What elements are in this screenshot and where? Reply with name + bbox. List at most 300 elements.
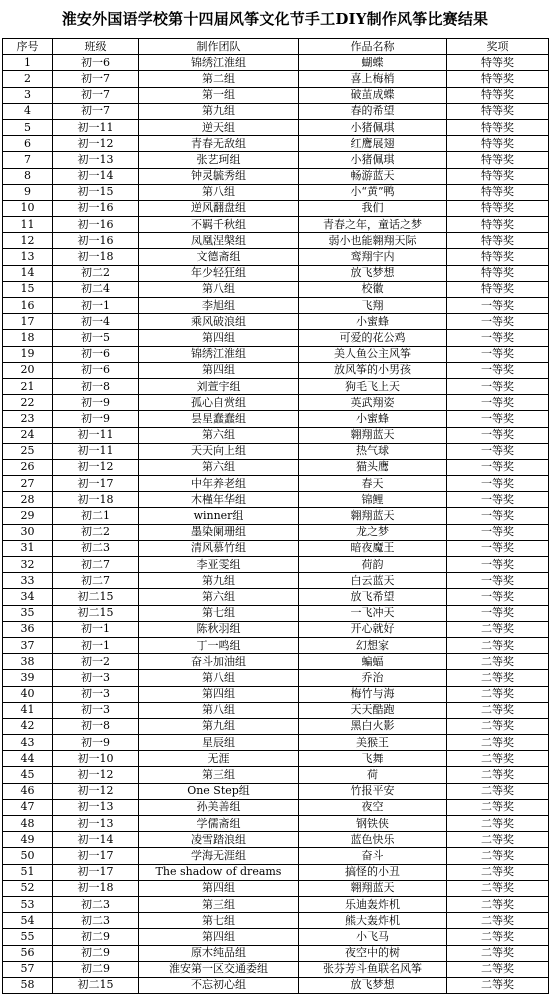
cell-index: 10 [3, 200, 53, 216]
cell-work: 张芬芳斗鱼联名风筝 [299, 961, 447, 977]
cell-award: 特等奖 [447, 184, 549, 200]
cell-class: 初一3 [53, 702, 139, 718]
cell-index: 56 [3, 945, 53, 961]
cell-award: 一等奖 [447, 427, 549, 443]
cell-work: 荷 [299, 767, 447, 783]
table-row [3, 557, 549, 573]
cell-index: 34 [3, 589, 53, 605]
cell-award: 二等奖 [447, 670, 549, 686]
cell-class: 初一1 [53, 637, 139, 653]
cell-class: 初二15 [53, 605, 139, 621]
table-row [3, 751, 549, 767]
cell-class: 初一16 [53, 217, 139, 233]
cell-class: 初一3 [53, 670, 139, 686]
cell-class: 初二7 [53, 557, 139, 573]
table-row [3, 298, 549, 314]
cell-team: 不忘初心组 [139, 977, 299, 993]
cell-class: 初一9 [53, 395, 139, 411]
cell-index: 11 [3, 217, 53, 233]
cell-award: 一等奖 [447, 395, 549, 411]
cell-index: 48 [3, 816, 53, 832]
cell-award: 一等奖 [447, 557, 549, 573]
cell-team: 第六组 [139, 459, 299, 475]
cell-team: 孤心自赏组 [139, 395, 299, 411]
cell-team: winner组 [139, 508, 299, 524]
cell-award: 特等奖 [447, 217, 549, 233]
cell-team: 凌雪踏浪组 [139, 832, 299, 848]
cell-index: 2 [3, 71, 53, 87]
header-work: 作品名称 [299, 39, 447, 55]
cell-work: 熊大轰炸机 [299, 913, 447, 929]
cell-work: 蝙蝠 [299, 654, 447, 670]
cell-team: 第八组 [139, 670, 299, 686]
cell-index: 54 [3, 913, 53, 929]
cell-index: 38 [3, 654, 53, 670]
cell-index: 13 [3, 249, 53, 265]
table-row [3, 443, 549, 459]
cell-team: 逆天组 [139, 119, 299, 135]
cell-index: 25 [3, 443, 53, 459]
table-row [3, 929, 549, 945]
cell-index: 50 [3, 848, 53, 864]
cell-team: 青春无敌组 [139, 136, 299, 152]
cell-work: 翱翔蓝天 [299, 508, 447, 524]
cell-team: 第九组 [139, 103, 299, 119]
cell-class: 初一7 [53, 71, 139, 87]
cell-team: 无涯 [139, 751, 299, 767]
cell-team: 锦绣江淮组 [139, 346, 299, 362]
cell-work: 红鹰展翅 [299, 136, 447, 152]
cell-work: 开心就好 [299, 621, 447, 637]
cell-award: 二等奖 [447, 913, 549, 929]
cell-work: 荷韵 [299, 557, 447, 573]
cell-team: 奋斗加油组 [139, 654, 299, 670]
cell-award: 二等奖 [447, 977, 549, 993]
header-team: 制作团队 [139, 39, 299, 55]
cell-work: 青春之年，童话之梦 [299, 217, 447, 233]
cell-award: 一等奖 [447, 508, 549, 524]
cell-work: 放飞梦想 [299, 265, 447, 281]
cell-award: 二等奖 [447, 621, 549, 637]
header-award: 奖项 [447, 39, 549, 55]
table-row [3, 281, 549, 297]
cell-team: 天天向上组 [139, 443, 299, 459]
table-row [3, 702, 549, 718]
cell-work: 小猪佩琪 [299, 119, 447, 135]
table-header-row [3, 39, 549, 55]
cell-class: 初二3 [53, 540, 139, 556]
table-row [3, 200, 549, 216]
cell-work: 猫头鹰 [299, 459, 447, 475]
cell-award: 一等奖 [447, 573, 549, 589]
cell-class: 初二9 [53, 945, 139, 961]
cell-index: 37 [3, 637, 53, 653]
cell-class: 初一13 [53, 152, 139, 168]
cell-team: The shadow of dreams [139, 864, 299, 880]
cell-award: 二等奖 [447, 637, 549, 653]
cell-team: 陈秋羽组 [139, 621, 299, 637]
cell-class: 初一6 [53, 55, 139, 71]
cell-team: 乘风破浪组 [139, 314, 299, 330]
cell-team: 第七组 [139, 913, 299, 929]
cell-work: 夜空中的树 [299, 945, 447, 961]
cell-class: 初一4 [53, 314, 139, 330]
cell-team: 学儒斋组 [139, 816, 299, 832]
cell-class: 初一11 [53, 427, 139, 443]
table-row [3, 346, 549, 362]
cell-class: 初一1 [53, 621, 139, 637]
cell-class: 初一14 [53, 832, 139, 848]
table-row [3, 670, 549, 686]
cell-class: 初一11 [53, 443, 139, 459]
cell-award: 二等奖 [447, 799, 549, 815]
cell-team: 昙星蠢蠢组 [139, 411, 299, 427]
cell-index: 58 [3, 977, 53, 993]
table-row [3, 848, 549, 864]
cell-award: 一等奖 [447, 378, 549, 394]
table-row [3, 799, 549, 815]
cell-index: 15 [3, 281, 53, 297]
cell-class: 初二9 [53, 961, 139, 977]
cell-work: 天天酷跑 [299, 702, 447, 718]
cell-team: 墨染阑珊组 [139, 524, 299, 540]
cell-team: 第八组 [139, 702, 299, 718]
cell-class: 初一9 [53, 411, 139, 427]
cell-index: 44 [3, 751, 53, 767]
cell-award: 一等奖 [447, 492, 549, 508]
cell-award: 一等奖 [447, 589, 549, 605]
cell-index: 20 [3, 362, 53, 378]
cell-index: 53 [3, 896, 53, 912]
cell-work: 美猴王 [299, 735, 447, 751]
cell-award: 二等奖 [447, 816, 549, 832]
cell-index: 30 [3, 524, 53, 540]
cell-index: 32 [3, 557, 53, 573]
cell-award: 一等奖 [447, 476, 549, 492]
cell-team: 第三组 [139, 767, 299, 783]
cell-index: 39 [3, 670, 53, 686]
cell-work: 蓝色快乐 [299, 832, 447, 848]
cell-index: 51 [3, 864, 53, 880]
cell-work: 飞舞 [299, 751, 447, 767]
cell-team: 第三组 [139, 896, 299, 912]
cell-class: 初一9 [53, 735, 139, 751]
cell-index: 14 [3, 265, 53, 281]
table-row [3, 427, 549, 443]
table-row [3, 961, 549, 977]
table-row [3, 508, 549, 524]
cell-award: 特等奖 [447, 119, 549, 135]
cell-team: 李亚雯组 [139, 557, 299, 573]
cell-index: 9 [3, 184, 53, 200]
cell-work: 可爱的花公鸡 [299, 330, 447, 346]
cell-award: 二等奖 [447, 961, 549, 977]
cell-award: 一等奖 [447, 459, 549, 475]
table-row [3, 573, 549, 589]
table-row [3, 977, 549, 993]
cell-class: 初一5 [53, 330, 139, 346]
table-row [3, 718, 549, 734]
cell-class: 初一6 [53, 346, 139, 362]
cell-work: 放飞希望 [299, 589, 447, 605]
cell-class: 初一7 [53, 103, 139, 119]
cell-work: 鸾翔宇内 [299, 249, 447, 265]
table-row [3, 168, 549, 184]
cell-award: 二等奖 [447, 686, 549, 702]
cell-class: 初一6 [53, 362, 139, 378]
cell-class: 初一17 [53, 476, 139, 492]
cell-work: 小蜜蜂 [299, 411, 447, 427]
cell-team: 第四组 [139, 880, 299, 896]
cell-award: 二等奖 [447, 832, 549, 848]
cell-class: 初二3 [53, 913, 139, 929]
cell-index: 55 [3, 929, 53, 945]
cell-award: 二等奖 [447, 751, 549, 767]
cell-work: 小“黄”鸭 [299, 184, 447, 200]
table-row [3, 217, 549, 233]
cell-award: 二等奖 [447, 718, 549, 734]
cell-team: 第四组 [139, 330, 299, 346]
cell-work: 热气球 [299, 443, 447, 459]
table-row [3, 136, 549, 152]
cell-team: 文德斋组 [139, 249, 299, 265]
cell-award: 特等奖 [447, 233, 549, 249]
cell-work: 钢铁侠 [299, 816, 447, 832]
cell-index: 5 [3, 119, 53, 135]
cell-team: 第一组 [139, 87, 299, 103]
cell-team: 锦绣江淮组 [139, 55, 299, 71]
page-title: 淮安外国语学校第十四届风筝文化节手工DIY制作风筝比赛结果 [61, 10, 489, 28]
cell-work: 春天 [299, 476, 447, 492]
cell-class: 初一12 [53, 783, 139, 799]
cell-team: 淮安第一区交通委组 [139, 961, 299, 977]
cell-class: 初一16 [53, 200, 139, 216]
cell-index: 29 [3, 508, 53, 524]
table-row [3, 816, 549, 832]
cell-work: 春的希望 [299, 103, 447, 119]
cell-award: 二等奖 [447, 896, 549, 912]
table-row [3, 621, 549, 637]
cell-work: 放风筝的小男孩 [299, 362, 447, 378]
cell-work: 放飞梦想 [299, 977, 447, 993]
table-row [3, 896, 549, 912]
table-row [3, 832, 549, 848]
cell-team: 钟灵毓秀组 [139, 168, 299, 184]
cell-work: 弱小也能翱翔天际 [299, 233, 447, 249]
cell-class: 初一14 [53, 168, 139, 184]
cell-class: 初一12 [53, 136, 139, 152]
table-row [3, 735, 549, 751]
cell-team: 第二组 [139, 71, 299, 87]
table-row [3, 71, 549, 87]
cell-award: 一等奖 [447, 524, 549, 540]
cell-award: 特等奖 [447, 200, 549, 216]
cell-award: 二等奖 [447, 929, 549, 945]
cell-award: 一等奖 [447, 330, 549, 346]
cell-index: 16 [3, 298, 53, 314]
cell-team: 李旭组 [139, 298, 299, 314]
table-row [3, 265, 549, 281]
table-row [3, 654, 549, 670]
table-row [3, 783, 549, 799]
cell-class: 初一16 [53, 233, 139, 249]
cell-team: 刘萱宇组 [139, 378, 299, 394]
cell-index: 27 [3, 476, 53, 492]
cell-index: 24 [3, 427, 53, 443]
cell-team: 丁一鸣组 [139, 637, 299, 653]
table-row [3, 686, 549, 702]
cell-class: 初二15 [53, 589, 139, 605]
table-row [3, 476, 549, 492]
cell-class: 初一13 [53, 816, 139, 832]
cell-award: 一等奖 [447, 346, 549, 362]
cell-index: 41 [3, 702, 53, 718]
cell-work: 白云蓝天 [299, 573, 447, 589]
header-class: 班级 [53, 39, 139, 55]
cell-award: 一等奖 [447, 362, 549, 378]
cell-class: 初一8 [53, 718, 139, 734]
cell-work: 乐迪轰炸机 [299, 896, 447, 912]
cell-class: 初二2 [53, 524, 139, 540]
cell-work: 搞怪的小丑 [299, 864, 447, 880]
cell-work: 翱翔蓝天 [299, 880, 447, 896]
cell-award: 特等奖 [447, 152, 549, 168]
cell-class: 初一15 [53, 184, 139, 200]
cell-team: 第四组 [139, 362, 299, 378]
cell-index: 6 [3, 136, 53, 152]
cell-class: 初一8 [53, 378, 139, 394]
cell-index: 22 [3, 395, 53, 411]
cell-work: 我们 [299, 200, 447, 216]
cell-work: 一飞冲天 [299, 605, 447, 621]
table-row [3, 880, 549, 896]
cell-index: 52 [3, 880, 53, 896]
cell-work: 奋斗 [299, 848, 447, 864]
cell-class: 初二15 [53, 977, 139, 993]
cell-team: 逆风翻盘组 [139, 200, 299, 216]
cell-award: 一等奖 [447, 298, 549, 314]
table-row [3, 605, 549, 621]
cell-team: 木槿年华组 [139, 492, 299, 508]
cell-work: 破茧成蝶 [299, 87, 447, 103]
cell-work: 校徽 [299, 281, 447, 297]
cell-index: 43 [3, 735, 53, 751]
cell-award: 一等奖 [447, 411, 549, 427]
cell-work: 龙之梦 [299, 524, 447, 540]
table-row [3, 87, 549, 103]
cell-award: 特等奖 [447, 103, 549, 119]
cell-index: 1 [3, 55, 53, 71]
cell-team: 凤凰涅槃组 [139, 233, 299, 249]
cell-work: 喜上梅梢 [299, 71, 447, 87]
table-row [3, 362, 549, 378]
table-row [3, 119, 549, 135]
cell-index: 45 [3, 767, 53, 783]
cell-work: 畅游蓝天 [299, 168, 447, 184]
cell-index: 31 [3, 540, 53, 556]
cell-work: 狗毛飞上天 [299, 378, 447, 394]
cell-work: 小猪佩琪 [299, 152, 447, 168]
header-index: 序号 [3, 39, 53, 55]
cell-team: 第九组 [139, 718, 299, 734]
cell-class: 初一12 [53, 767, 139, 783]
cell-class: 初一1 [53, 298, 139, 314]
table-row [3, 637, 549, 653]
table-row [3, 864, 549, 880]
table-row [3, 913, 549, 929]
cell-class: 初一11 [53, 119, 139, 135]
cell-class: 初一18 [53, 249, 139, 265]
cell-award: 二等奖 [447, 702, 549, 718]
cell-index: 26 [3, 459, 53, 475]
cell-team: 孙美善组 [139, 799, 299, 815]
table-row [3, 55, 549, 71]
cell-award: 二等奖 [447, 864, 549, 880]
cell-team: 不羁千秋组 [139, 217, 299, 233]
cell-work: 蝴蝶 [299, 55, 447, 71]
cell-class: 初二2 [53, 265, 139, 281]
cell-class: 初一2 [53, 654, 139, 670]
cell-work: 小蜜蜂 [299, 314, 447, 330]
cell-award: 一等奖 [447, 443, 549, 459]
cell-award: 二等奖 [447, 945, 549, 961]
cell-award: 二等奖 [447, 767, 549, 783]
cell-work: 梅竹与海 [299, 686, 447, 702]
cell-award: 特等奖 [447, 87, 549, 103]
cell-index: 46 [3, 783, 53, 799]
cell-team: 第九组 [139, 573, 299, 589]
cell-award: 二等奖 [447, 735, 549, 751]
cell-index: 18 [3, 330, 53, 346]
cell-index: 35 [3, 605, 53, 621]
cell-work: 美人鱼公主风筝 [299, 346, 447, 362]
cell-award: 一等奖 [447, 314, 549, 330]
table-row [3, 184, 549, 200]
cell-index: 28 [3, 492, 53, 508]
cell-work: 黑白火影 [299, 718, 447, 734]
cell-class: 初一13 [53, 799, 139, 815]
cell-index: 42 [3, 718, 53, 734]
results-table [2, 38, 549, 994]
table-row [3, 459, 549, 475]
cell-index: 8 [3, 168, 53, 184]
cell-work: 夜空 [299, 799, 447, 815]
cell-index: 19 [3, 346, 53, 362]
table-row [3, 152, 549, 168]
cell-class: 初二1 [53, 508, 139, 524]
cell-award: 二等奖 [447, 783, 549, 799]
table-row [3, 540, 549, 556]
cell-class: 初二7 [53, 573, 139, 589]
cell-award: 特等奖 [447, 249, 549, 265]
cell-class: 初二9 [53, 929, 139, 945]
table-row [3, 395, 549, 411]
cell-index: 3 [3, 87, 53, 103]
cell-team: 第四组 [139, 686, 299, 702]
table-row [3, 492, 549, 508]
table-row [3, 589, 549, 605]
cell-class: 初一18 [53, 492, 139, 508]
cell-work: 飞翔 [299, 298, 447, 314]
cell-team: 第六组 [139, 589, 299, 605]
cell-class: 初一12 [53, 459, 139, 475]
cell-team: 星辰组 [139, 735, 299, 751]
table-row [3, 249, 549, 265]
cell-team: One Step组 [139, 783, 299, 799]
cell-index: 33 [3, 573, 53, 589]
cell-team: 第四组 [139, 929, 299, 945]
cell-team: 张艺珂组 [139, 152, 299, 168]
